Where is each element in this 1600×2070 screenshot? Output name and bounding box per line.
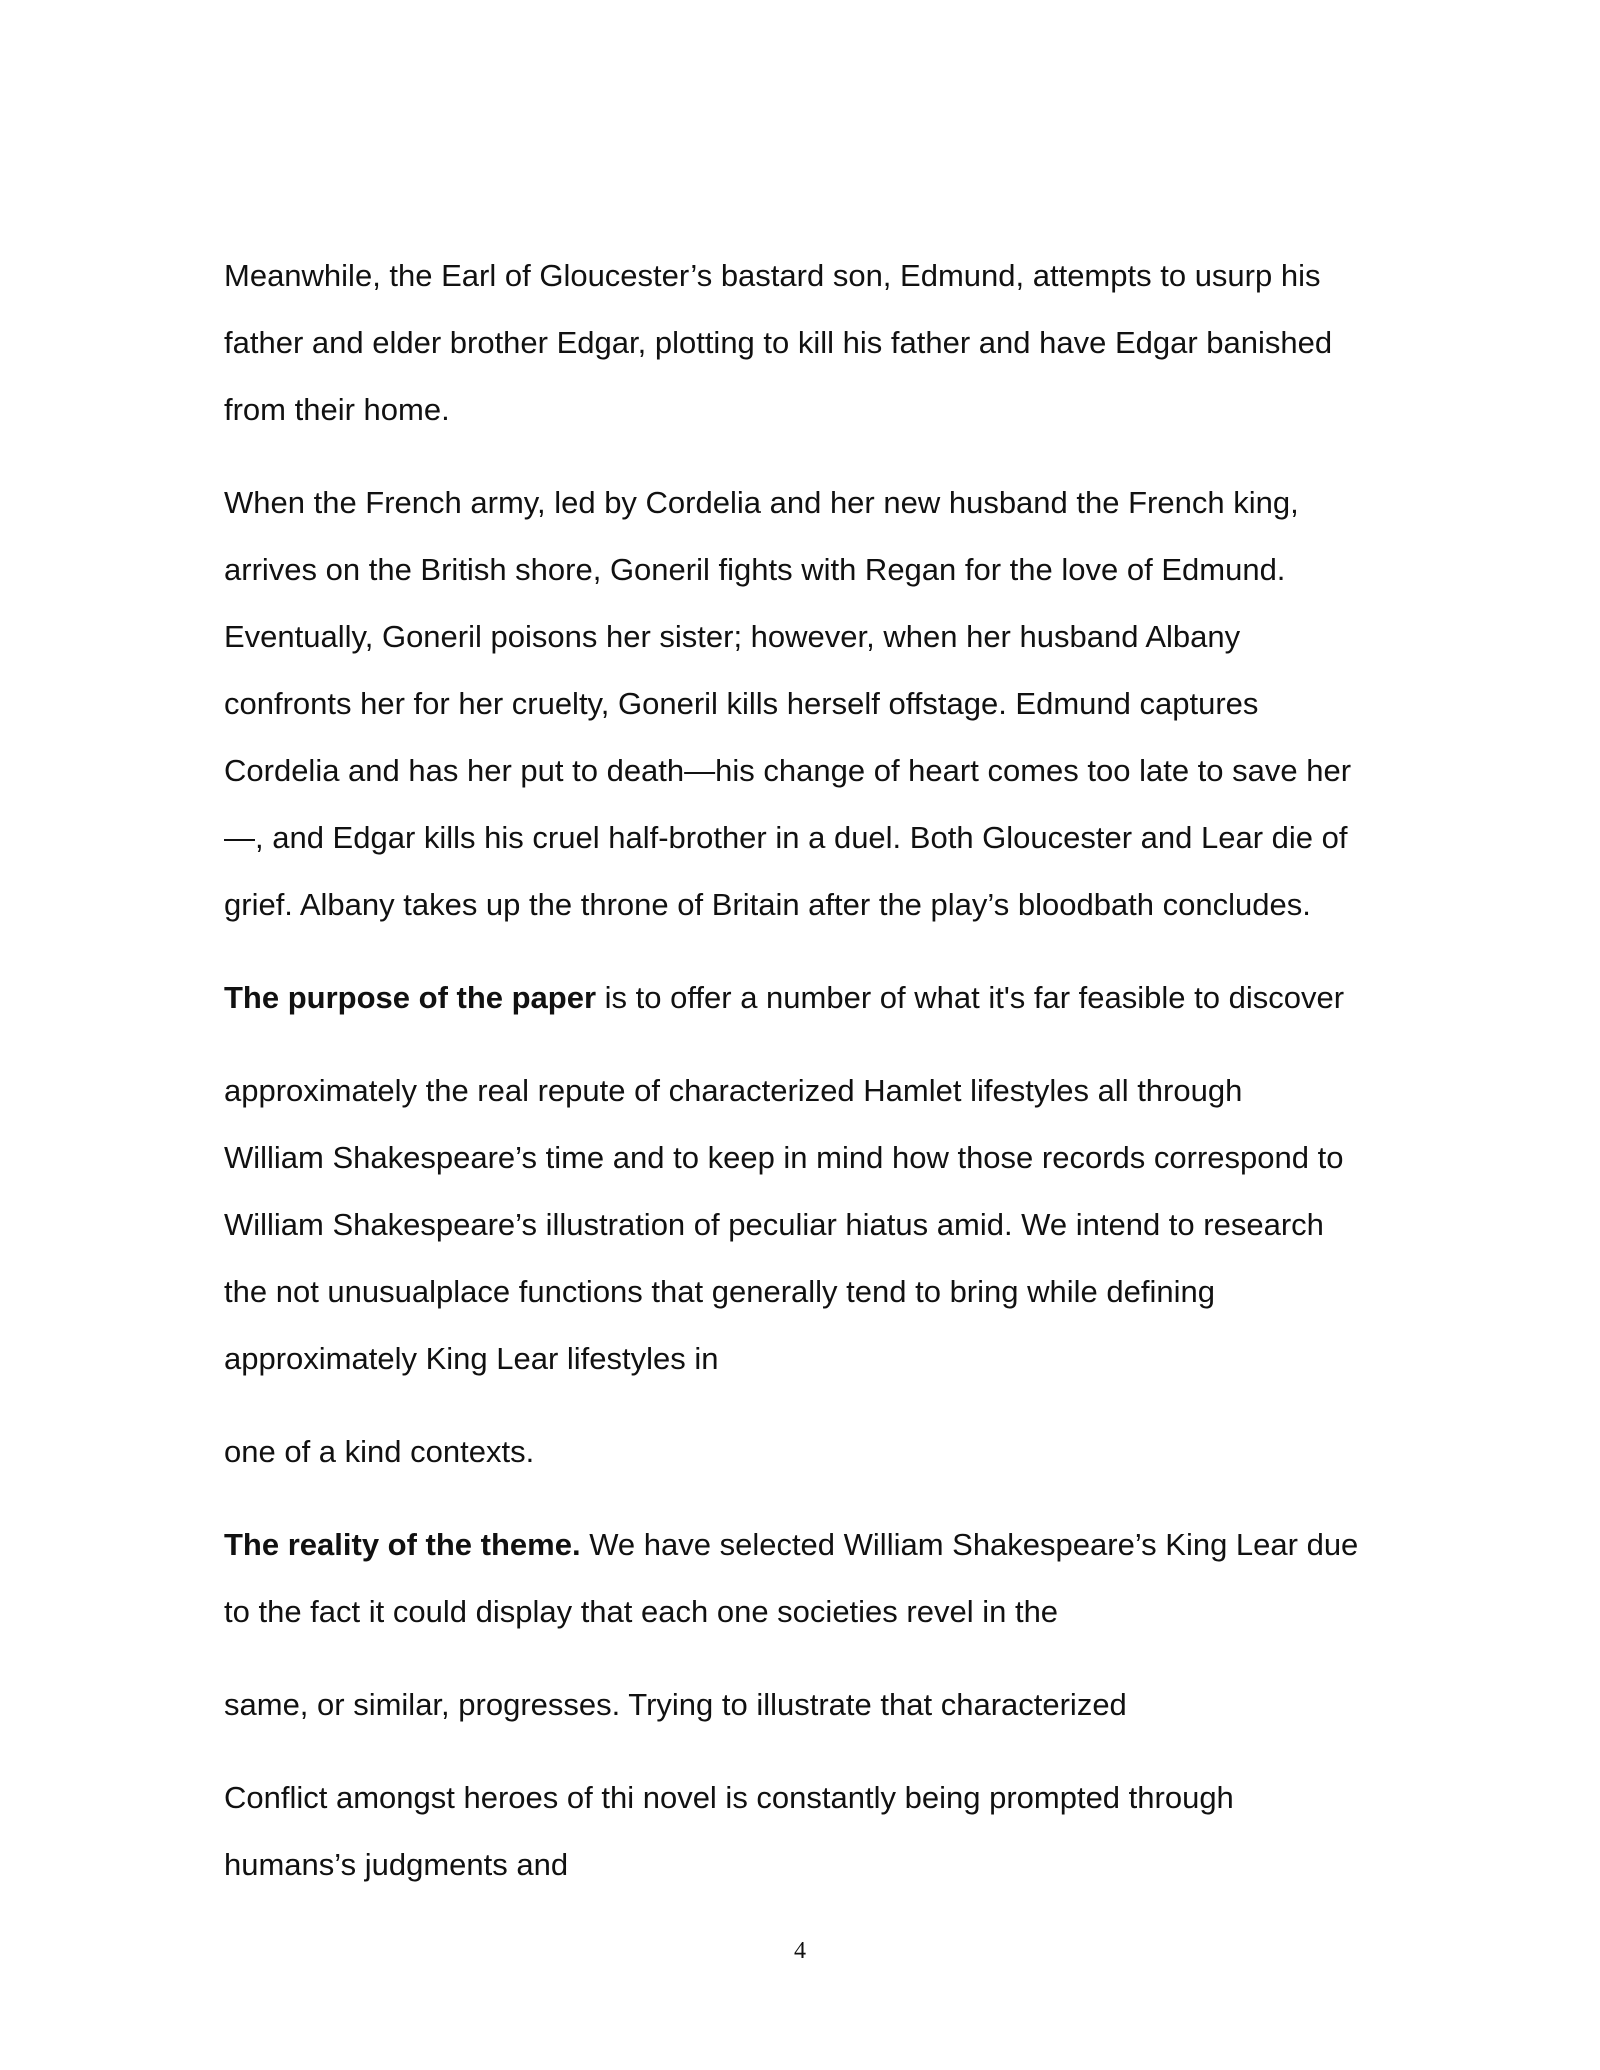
- text-line: approximately King Lear lifestyles in: [224, 1341, 719, 1376]
- paragraph-contexts: [224, 1418, 1454, 1485]
- text-line: the not unusualplace functions that generally tend to bring while defining: [224, 1274, 1215, 1309]
- text-line: to the fact it could display that each one societies revel in the: [224, 1594, 1059, 1629]
- text-line: Meanwhile, the Earl of Gloucester’s bastard son, Edmund, attempts to usurp his: [224, 258, 1321, 293]
- paragraph-reality: [224, 1511, 1454, 1645]
- paragraph-purpose-continued: [224, 1057, 1454, 1392]
- text-line: humans’s judgments and: [224, 1847, 569, 1882]
- text-line: grief. Albany takes up the throne of Britain after the play’s bloodbath concludes.: [224, 887, 1311, 922]
- paragraph-edmund-plot: [224, 242, 1454, 443]
- document-body: [224, 242, 1454, 1924]
- text-line: confronts her for her cruelty, Goneril kills herself offstage. Edmund captures: [224, 686, 1259, 721]
- text-line: Conflict amongst heroes of thi novel is constantly being prompted through: [224, 1780, 1234, 1815]
- page-number: 4: [794, 1938, 806, 1964]
- text-line: [224, 964, 1454, 1031]
- paragraph-progresses: [224, 1671, 1454, 1738]
- reality-heading: The reality of the theme.: [224, 1527, 581, 1562]
- purpose-heading: The purpose of the paper: [224, 980, 597, 1015]
- text-line: approximately the real repute of characterized Hamlet lifestyles all through: [224, 1073, 1243, 1108]
- text-line: Cordelia and has her put to death—his change of heart comes too late to save her: [224, 753, 1352, 788]
- text-line: William Shakespeare’s illustration of peculiar hiatus amid. We intend to research: [224, 1207, 1324, 1242]
- paragraph-purpose: [224, 964, 1454, 1031]
- text-line: arrives on the British shore, Goneril fights with Regan for the love of Edmund.: [224, 552, 1286, 587]
- text-line: same, or similar, progresses. Trying to illustrate that characterized: [224, 1687, 1127, 1722]
- paragraph-french-army: [224, 469, 1454, 938]
- text-line: When the French army, led by Cordelia and her new husband the French king,: [224, 485, 1299, 520]
- text-line: —, and Edgar kills his cruel half-brother in a duel. Both Gloucester and Lear die of: [224, 820, 1348, 855]
- text-line: from their home.: [224, 392, 450, 427]
- text-line: William Shakespeare’s time and to keep in mind how those records correspond to: [224, 1140, 1344, 1175]
- text-line: [224, 1511, 1454, 1578]
- text-line: one of a kind contexts.: [224, 1434, 535, 1469]
- text-line: Eventually, Goneril poisons her sister; however, when her husband Albany: [224, 619, 1241, 654]
- text-line: father and elder brother Edgar, plotting to kill his father and have Edgar banished: [224, 325, 1333, 360]
- paragraph-conflict: [224, 1764, 1454, 1898]
- purpose-lead-text: is to offer a number of what it's far feasible to discover: [596, 980, 1345, 1015]
- reality-lead-text: We have selected William Shakespeare’s King Lear due: [580, 1527, 1359, 1562]
